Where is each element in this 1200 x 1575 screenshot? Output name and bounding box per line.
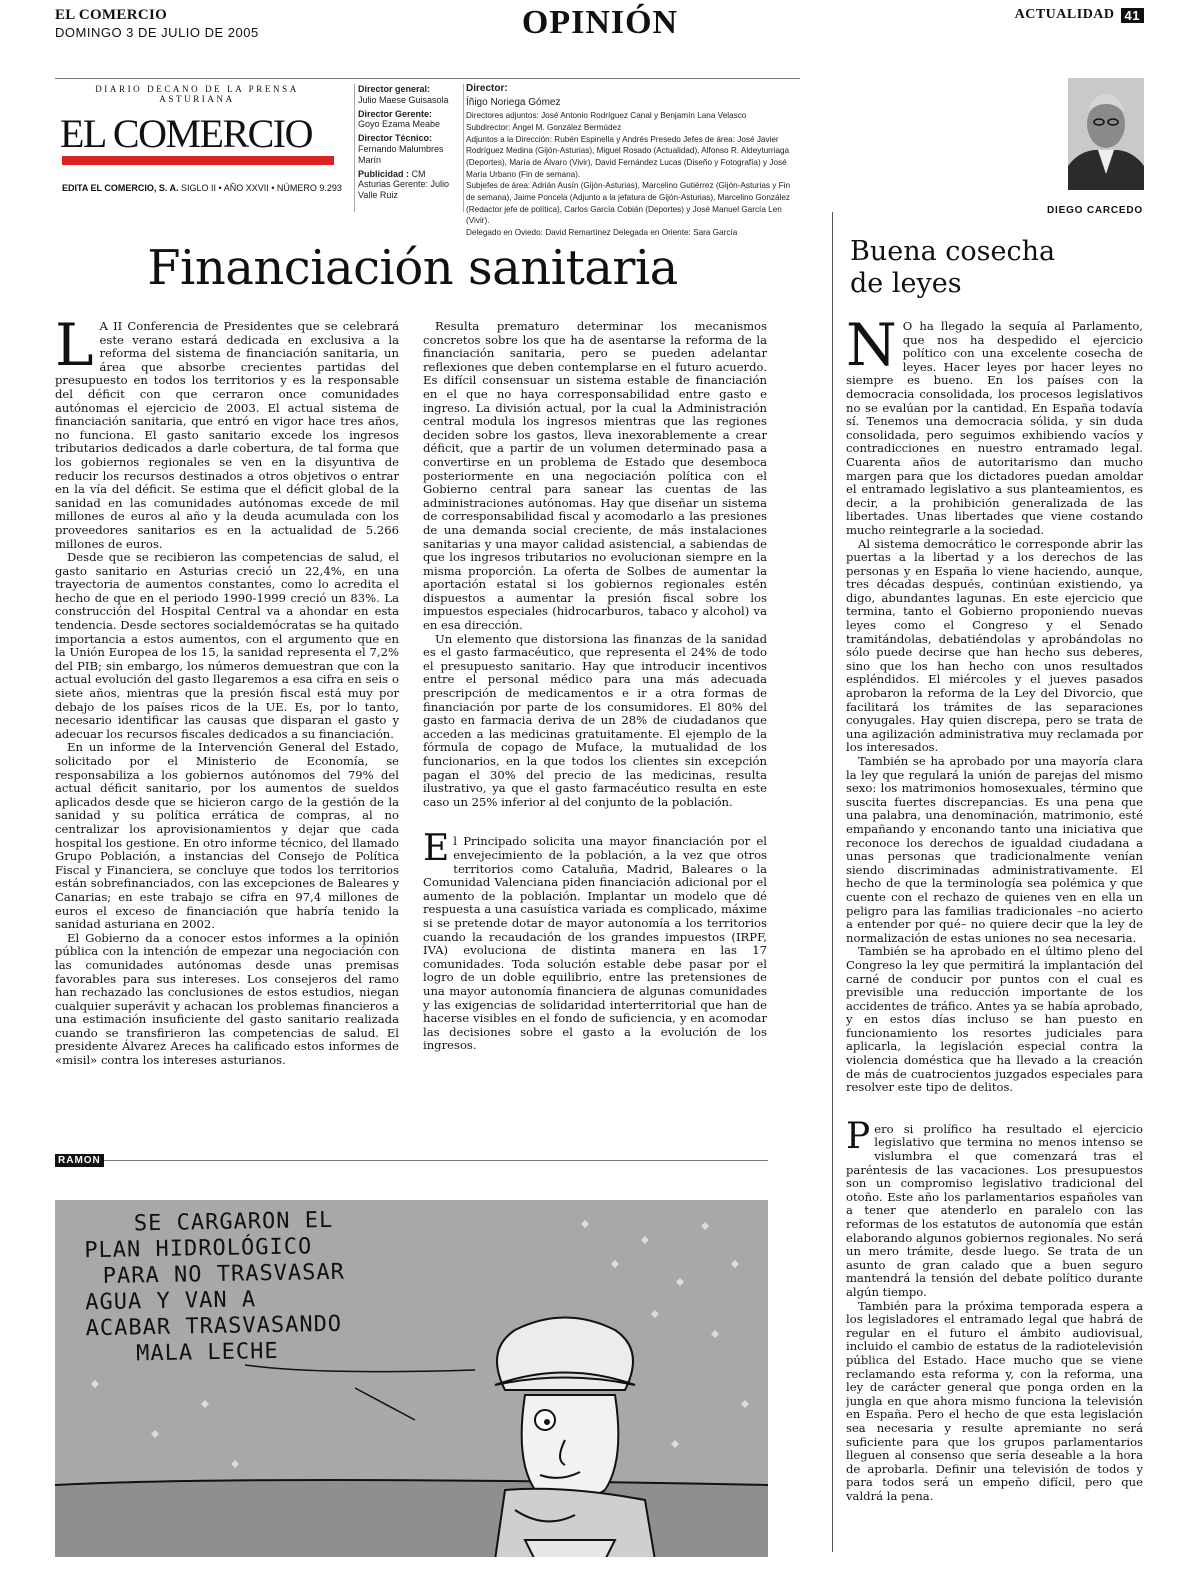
staff-list-management xyxy=(354,84,464,212)
staff-entry: Directores adjuntos: José Antonio Rodríguez Canal y Benjamín Lana Velasco xyxy=(466,111,747,121)
director-name: Íñigo Noriega Gómez xyxy=(466,97,561,109)
main-article-column-right xyxy=(423,320,767,1115)
drop-cap: P xyxy=(846,1115,871,1157)
issue-date: DOMINGO 3 DE JULIO DE 2005 xyxy=(55,25,259,40)
cartoon-rule xyxy=(55,1160,768,1161)
masthead-tagline: DIARIO DECANO DE LA PRENSA ASTURIANA xyxy=(95,84,299,104)
page-number: 41 xyxy=(1121,8,1144,23)
article-paragraph: Resulta prematuro determinar los mecanismos concretos sobre los que ha de asentarse la reforma de la financiación sanitaria, pero se pueden adelantar reflexiones que deben contemplarse en el futuro acuerdo. Es difícil consensuar un sistema estable de financiación en el que no haya corresponsabilidad entre gasto e ingreso. La división actual, por la cual la Administración central modula los ingresos mientras que las regiones deciden sobre los gastos, lleva inexorablemente a crear déficit, que a partir de un volumen determinado pasa a convertirse en un problema de Estado que desemboca posteriormente en una negociación política con el Gobierno central para sanear las cuentas de las administraciones autónomas. Hay que diseñar un sistema de corresponsabilidad fiscal y acomodarlo a las presiones de una demanda social creciente, de más instalaciones sanitarias y una mayor calidad asistencial, a sabiendas de que los ingresos tributarios no evolucionan siempre en la misma proporción. La oferta de Solbes de aumentar la aportación estatal si los gobiernos regionales estén dispuestos a aumentar la presión fiscal sobre los impuestos especiales (hidrocarburos, tabaco y alcohol) va en esa dirección. xyxy=(423,320,767,633)
section-title: OPINIÓN xyxy=(521,4,679,41)
article-paragraph: Pero si prolífico ha resultado el ejercicio legislativo que termina no menos intenso se vislumbra el que comenzará tras el paréntesis de las vacaciones. Los presupuestos son un compromiso legislativo tradicional del otoño. Este año los parlamentarios españoles van a tener que atenderlo en paralelo con las reformas de los estatutos de autonomía que están elaborando algunos gobiernos regionales. No será un mero trámite, desde luego. Se trata de un asunto de gran calado que a buen seguro mantendrá la tensión del debate político durante algún tiempo. xyxy=(846,1115,1143,1299)
article-paragraph: También para la próxima temporada espera a los legisladores el entramado legal que habrá de regular en el futuro el ámbito audiovisual, incluido el cambio de estatus de la radiotelevisión pública del Estado. Hace mucho que se viene reclamando esta reforma y, con la reforma, una ley de carácter general que ponga orden en la jungla en que ahora mismo funciona la televisión en España. Pero el hecho de que esta legislación sea necesaria y resulte apremiante no será suficiente para que los grupos parlamentarios lleguen al consenso que sería deseable a la hora de aprobarla. Definir una televisión de todos y para todos será un empeño difícil, pero que valdrá la pena. xyxy=(846,1298,1143,1503)
main-headline: Financiación sanitaria xyxy=(147,240,678,296)
director-label: Director: xyxy=(466,83,508,94)
speech-line: SE CARGARON EL xyxy=(133,1207,334,1237)
article-paragraph: Un elemento que distorsiona las finanzas de la sanidad es el gasto farmacéutico, que representa el 24% de todo el presupuesto sanitario. Hay que introducir incentivos entre el personal médico para una más adecuada prescripción de medicamentos e ir a otra formas de financiación por parte de los consumidores. El 80% del gasto en farmacia deriva de un 28% de ciudadanos que acceden a las medicinas gratuitamente. El ejemplo de la fórmula de copago de Muface, la mutualidad de los funcionarios, en la que todos los clientes sin excepción pagan el 30% del precio de las medicinas, resulta ilustrativo, ya que el gasto farmacéutico resulta en este caso un 25% inferior al del conjunto de la población. xyxy=(423,631,767,809)
speech-line: PARA NO TRASVASAR xyxy=(102,1259,346,1289)
article-paragraph: También se ha aprobado en el último pleno del Congreso la ley que permitirá la implantación del carné de conducir por puntos con el cual es previsible una reducción importante de los accidentes de tráfico. Antes ya se había aprobado, y en estos días incluso se han puesto en funcionamiento los resortes judiciales para aplicarla, la legislación especial contra la violencia doméstica que ha llevado a la creación de más de cuatrocientos juzgados especiales para resolver este tipo de delitos. xyxy=(846,944,1143,1095)
article-paragraph: N O ha llegado la sequía al Parlamento, que nos ha despedido el ejercicio político con una excelente cosecha de leyes. Hacer leyes por hacer leyes no siempre es bueno. En los países con la democracia consolidada, los procesos legislativos no se evalúan por la cantidad. En España todavía sí. Tenemos una democracia sólida, y sin duda consolidada, pero seguimos exhibiendo vacíos y contradicciones en nuestro entramado legal. Cuarenta años de autoritarismo dan mucho margen para que los dictadores puedan amoldar el entramado legislativo a sus planteamientos, es decir, a la prohibición generalizada de las libertades. Unas libertades que viene costando mucho reintegrarle a la sociedad. xyxy=(846,320,1143,537)
staff-entry: Subdirector: Ángel M. González Bermúdez xyxy=(466,123,622,133)
section-tag-label: ACTUALIDAD xyxy=(1014,7,1115,22)
article-paragraph: El Gobierno da a conocer estos informes a la opinión pública con la intención de empezar una negociación con las comunidades autónomas desde unas premisas favorables para sus intereses. Los consejeros del ramo han rechazado las conclusiones de estos estudios, niegan cualquier superávit y achacan los problemas financieros a una estimación insuficiente del gasto sanitario realizada cuando se transfirieron las competencias de salud. El presidente Álvarez Areces ha calificado estos informes de «misil» contra los intereses asturianos. xyxy=(55,930,399,1068)
author-name: DIEGO CARCEDO xyxy=(1047,205,1143,216)
author-portrait-icon xyxy=(1068,78,1144,190)
newspaper-name: EL COMERCIO xyxy=(55,7,168,23)
publisher-name: EDITA EL COMERCIO, S. A. xyxy=(62,183,179,193)
publisher-line xyxy=(62,183,342,193)
staff-entry: Subjefes de área: Adrián Ausín (Gijón-Asturias), Marcelino Gutiérrez (Gijón-Asturias y Fin de semana), Jaime Poncela (Adjunto a la jefatura de Gijón-Asturias), Marcelino González (Redactor jefe de política), Carlos García Cobián (Deportes) y José Manuel García Len (Vivir). xyxy=(466,181,791,226)
edition-info: SIGLO II • AÑO XXVII • NÚMERO 9.293 xyxy=(181,183,342,193)
speech-line: ACABAR TRASVASANDO xyxy=(85,1311,343,1342)
speech-line: PLAN HIDROLÓGICO xyxy=(84,1234,313,1264)
cartoonist-label: RAMON xyxy=(55,1154,104,1167)
staff-entry: Adjuntos a la Dirección: Rubén Espinella y Andrés Presedo Jefes de área: José Javier Rodríguez Medina (Gijón-Asturias), Miguel Rosado (Actualidad), Alfonso R. Aldeyturriaga (Deportes), María de Álvaro (Vivir), David Fernández Lucas (Diseño y Fotografía) y José María Urbano (Fin de semana). xyxy=(466,134,790,179)
article-paragraph: El Principado solicita una mayor financiación por el envejecimiento de la población, a la vez que otros territorios como Cataluña, Madrid, Baleares o la Comunidad Valenciana piden financiación adicional por el aumento de la población. Implantar un modelo que dé respuesta a una casuística variada es complicado, máxime si se pretende dotar de mayor autonomía a los territorios cuando la recaudación de los grandes impuestos (IRPF, IVA) evoluciona de distinta manera en las 17 comunidades. Toda solución estable debe pasar por el logro de un doble equilibrio, entre las pretensiones de una mayor autonomía financiera de algunas comunidades y las exigencias de solidaridad interterritorial que han de hacerse visibles en el fondo de suficiencia, y en acomodar las decisiones sobre el gasto a la evolución de los ingresos. xyxy=(423,828,767,1053)
speech-line: AGUA Y VAN A xyxy=(85,1287,257,1316)
opinion-column-body xyxy=(846,320,1143,1565)
newspaper-logo: EL COMERCIO xyxy=(60,111,313,156)
logo-red-bar xyxy=(62,156,334,165)
column-divider xyxy=(832,212,833,1552)
drop-cap: E xyxy=(423,828,450,870)
editorial-cartoon xyxy=(55,1200,768,1557)
drop-cap: N xyxy=(846,320,897,379)
staff-entry: Director Gerente: Goyo Ezama Meabe xyxy=(358,108,441,130)
drop-cap: L xyxy=(55,320,94,379)
speech-line: MALA LECHE xyxy=(135,1338,279,1367)
staff-entry: Delegado en Oviedo: David Remartínez Delegada en Oriente: Sara García xyxy=(466,227,738,237)
section-tag xyxy=(1015,7,1144,23)
staff-entry: Publicidad : CM Asturias Gerente: Julio Valle Ruiz xyxy=(358,168,450,201)
cartoon-speech xyxy=(84,1208,347,1369)
staff-entry: Director general: Julio Maese Guisasola xyxy=(358,84,449,105)
article-paragraph: En un informe de la Intervención General del Estado, solicitado por el Ministerio de Economía, se responsabiliza a los gobiernos autónomos del 79% del actual déficit sanitario, por los aumentos de sueldos aplicados desde que se hicieron cargo de la gestión de la sanidad y su política errática de compras, al no centralizar los aprovisionamientos y dejar que cada hospital los gestione. En otro informe técnico, del llamado Grupo Población, a instancias del Consejo de Política Fiscal y Financiera, se concluye que todos los territorios están sobrefinanciados, con las excepciones de Baleares y Canarias; en este trabajo se cifra en 97,4 millones de euros el exceso de financiación que habría tenido la sanidad asturiana en 2002. xyxy=(55,740,399,932)
article-paragraph: También se ha aprobado por una mayoría clara la ley que regulará la unión de parejas del mismo sexo: los matrimonios homosexuales, término que suscita fuertes discrepancias. Es una pena que una palabra, una denominación, matrimonio, esté empañando y enconando tanto una iniciativa que reconoce los derechos de igualdad ciudadana a unas personas que tradicionalmente venían siendo discriminadas administrativamente. El hecho de que la terminología sea polémica y que cuente con el rechazo de quienes ven en ella un peligro para las familias tradicionales –no acierto a entender por qué– no quiere decir que la ley de normalización de estas uniones no sea necesaria. xyxy=(846,754,1143,945)
article-paragraph: Desde que se recibieron las competencias de salud, el gasto sanitario en Asturias creció un 22,4%, en una trayectoria de aumentos constantes, como lo acredita el hecho de que en el periodo 1990-1999 creció un 83%. La construcción del Hospital Central va a ahondar en esta tendencia. Desde sectores socialdemócratas se ha quitado importancia a estos aumentos, con el argumento que en la Unión Europea de los 15, la sanidad representa el 7,2% del PIB; sin embargo, los números demuestran que con la actual evolución del gasto llegaremos a esa cifra en seis o siete años, mientras que la presión fiscal está muy por debajo de los países ricos de la UE. Es, por lo tanto, necesario identificar las causas que disparan el gasto y adecuar los recursos fiscales dedicados a su financiación. xyxy=(55,550,399,741)
column-headline: Buena cosecha de leyes xyxy=(850,236,1056,299)
main-article-column-left xyxy=(55,320,399,1115)
article-paragraph: L A II Conferencia de Presidentes que se celebrará este verano estará dedicada en exclusiva a la reforma del sistema de financiación sanitaria, un área que absorbe crecientes partidas del presupuesto en todos los territorios y es la responsable del déficit con que cerraron once comunidades autónomas el ejercicio de 2003. El actual sistema de financiación sanitaria, que entró en vigor hace tres años, no funciona. El gasto sanitario excede los ingresos tributarios dedicados a darle cobertura, de tal forma que los gobiernos regionales se ven en la disyuntiva de reducir los recursos destinados a otros objetivos o entrar en la vía del déficit. Se estima que el déficit global de la sanidad en las comunidades autónomas excede de mil millones de euros al año y la deuda acumulada con los proveedores sanitarios es en la actualidad de 5.266 millones de euros. xyxy=(55,320,399,551)
author-photo xyxy=(1068,78,1144,190)
staff-list-editorial xyxy=(466,82,800,238)
staff-entry: Director Técnico: Fernando Malumbres Marín xyxy=(358,133,444,165)
article-paragraph: Al sistema democrático le corresponde abrir las puertas a la libertad y a los derechos de las personas y en España lo viene haciendo, aunque, tres décadas después, continúan existiendo, ya digo, abundantes lagunas. En este ejercicio que termina, tanto el Gobierno proponiendo nuevas leyes como el Congreso y el Senado tramitándolas, debatiéndolas y aprobándolas no sólo puede decirse que han hecho sus deberes, sino que los han hecho con unos resultados espléndidos. El miércoles y el jueves pasados aprobaron la reforma de la Ley del Divorcio, que facilitará los trámites de las separaciones conyugales. Hay quien discrepa, pero se trata de una agilización administrativa muy reclamada por los interesados. xyxy=(846,536,1143,755)
